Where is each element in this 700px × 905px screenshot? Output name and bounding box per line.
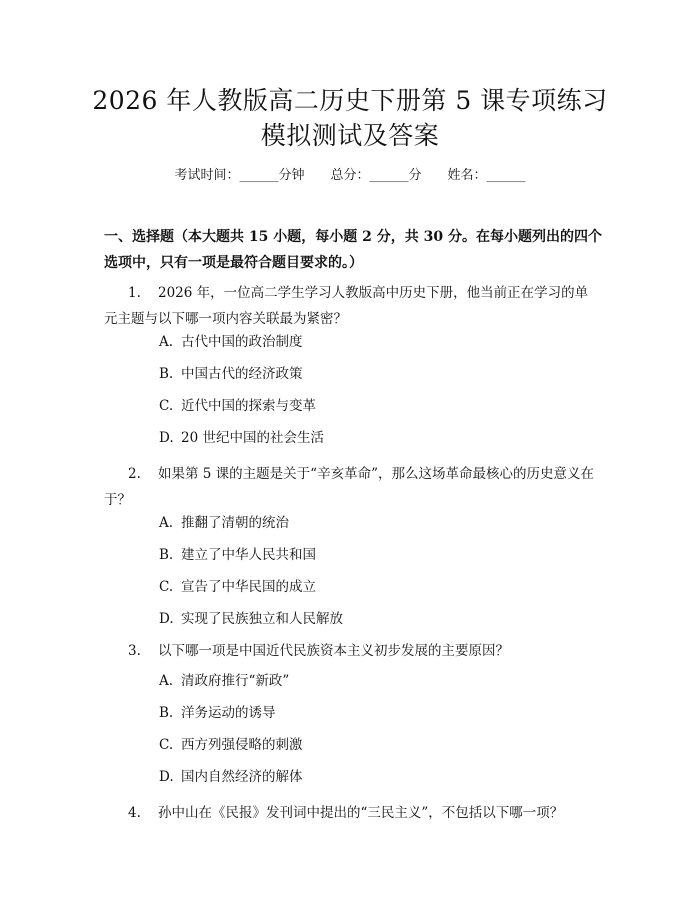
question-text: 孙中山在《民报》发刊词中提出的“三民主义”，不包括以下哪一项？ — [158, 805, 564, 821]
question-3-option-a — [159, 671, 289, 691]
option-letter: C. — [159, 579, 174, 595]
option-letter: D. — [159, 430, 174, 446]
option-text: 古代中国的政治制度 — [181, 334, 303, 350]
option-text: 国内自然经济的解体 — [181, 769, 303, 785]
option-text: 推翻了清朝的统治 — [181, 515, 289, 531]
option-letter: D. — [159, 769, 174, 785]
question-2-option-a — [159, 513, 289, 533]
question-number: 1. — [128, 285, 141, 301]
question-1-option-d — [159, 428, 324, 448]
student-name-field: 姓名：______ — [447, 168, 526, 183]
document-title-line-1: 2026 年人教版高二历史下册第 5 课专项练习 — [92, 86, 608, 115]
option-letter: B. — [159, 547, 174, 563]
option-text: 西方列强侵略的刺激 — [181, 737, 303, 753]
option-letter: D. — [159, 611, 174, 627]
exam-time-field: 考试时间：______分钟 — [174, 168, 305, 183]
exam-meta — [0, 166, 700, 186]
section-heading-choice: 一、选择题（本大题共 15 小题，每小题 2 分，共 30 分。在每小题列出的四个选项中，只有一项是最符合题目要求的。） — [104, 229, 602, 271]
question-4 — [104, 800, 600, 826]
question-1 — [104, 280, 600, 332]
option-text: 20 世纪中国的社会生活 — [181, 430, 324, 446]
question-1-option-c — [159, 396, 316, 416]
option-letter: A. — [159, 515, 174, 531]
question-3 — [104, 638, 600, 664]
option-text: 洋务运动的诱导 — [181, 705, 276, 721]
question-2-option-b — [159, 545, 316, 565]
question-3-option-d — [159, 767, 303, 787]
question-3-option-b — [159, 703, 276, 723]
option-letter: B. — [159, 366, 174, 382]
question-2-option-d — [159, 609, 343, 629]
option-text: 近代中国的探索与变革 — [181, 398, 316, 414]
question-1-option-a — [159, 332, 303, 352]
document-title-line-2: 模拟测试及答案 — [260, 121, 440, 150]
question-3-option-c — [159, 735, 303, 755]
option-text: 建立了中华人民共和国 — [181, 547, 316, 563]
total-score-field: 总分：______分 — [330, 168, 422, 183]
question-text: 以下哪一项是中国近代民族资本主义初步发展的主要原因？ — [158, 643, 509, 659]
option-letter: A. — [159, 673, 174, 689]
question-1-option-b — [159, 364, 303, 384]
question-number: 4. — [128, 805, 141, 821]
option-letter: B. — [159, 705, 174, 721]
option-text: 清政府推行“新政” — [181, 673, 290, 689]
option-letter: C. — [159, 737, 174, 753]
option-text: 实现了民族独立和人民解放 — [181, 611, 343, 627]
question-number: 3. — [128, 643, 141, 659]
option-letter: A. — [159, 334, 174, 350]
question-2 — [104, 461, 600, 513]
question-number: 2. — [128, 466, 141, 482]
option-letter: C. — [159, 398, 174, 414]
question-2-option-c — [159, 577, 316, 597]
question-text: 如果第 5 课的主题是关于“辛亥革命”，那么这场革命最核心的历史意义在于？ — [104, 466, 594, 508]
option-text: 中国古代的经济政策 — [181, 366, 303, 382]
option-text: 宣告了中华民国的成立 — [181, 579, 316, 595]
question-text: 2026 年，一位高二学生学习人教版高中历史下册，他当前正在学习的单元主题与以下哪一项内容关联最为紧密？ — [104, 285, 589, 327]
